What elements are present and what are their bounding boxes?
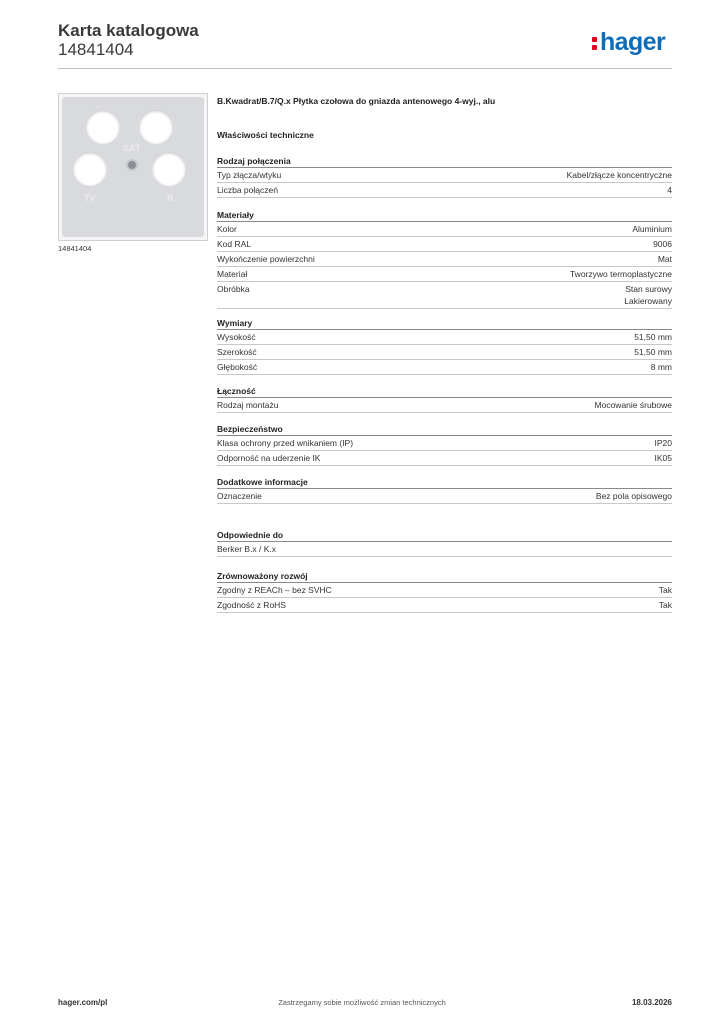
header-divider <box>58 68 672 69</box>
spec-label: Kolor <box>217 224 237 234</box>
spec-value: Mocowanie śrubowe <box>594 400 672 410</box>
spec-label: Odporność na uderzenie IK <box>217 453 321 463</box>
spec-row <box>217 222 672 237</box>
section-materials <box>217 208 672 309</box>
spec-row <box>217 168 672 183</box>
spec-value: IP20 <box>654 438 672 448</box>
spec-row <box>217 360 672 375</box>
spec-label: Zgodność z RoHS <box>217 600 286 610</box>
spec-row <box>217 398 672 413</box>
spec-value: Kabel/złącze koncentryczne <box>566 170 672 180</box>
spec-value: 51,50 mm <box>634 332 672 342</box>
spec-label: Typ złącza/wtyku <box>217 170 282 180</box>
section-safety <box>217 422 672 466</box>
spec-value: Bez pola opisowego <box>595 491 672 501</box>
socket-hole-top-right <box>139 110 173 144</box>
section-additional-info <box>217 475 672 504</box>
spec-value: Aluminium <box>632 224 672 234</box>
product-image <box>58 93 208 241</box>
main-section-title: Właściwości techniczne <box>217 130 314 140</box>
section-title: Dodatkowe informacje <box>217 475 672 489</box>
spec-label: Berker B.x / K.x <box>217 544 277 554</box>
spec-value: 9006 <box>653 239 672 249</box>
spec-value: 4 <box>667 185 672 195</box>
section-title: Bezpieczeństwo <box>217 422 672 436</box>
spec-row <box>217 583 672 598</box>
section-connectivity <box>217 384 672 413</box>
spec-label: Szerokość <box>217 347 257 357</box>
section-title: Rodzaj połączenia <box>217 154 672 168</box>
spec-row <box>217 330 672 345</box>
footer-date: 18.03.2026 <box>631 998 672 1007</box>
plate-label-r: R <box>167 193 174 203</box>
spec-value: Tak <box>658 600 672 610</box>
section-title: Zrównoważony rozwój <box>217 569 672 583</box>
spec-label: Rodzaj montażu <box>217 400 279 410</box>
spec-row <box>217 183 672 198</box>
spec-label: Liczba połączeń <box>217 185 278 195</box>
spec-value: Stan surowy Lakierowany <box>624 284 672 306</box>
footer-website-link[interactable]: hager.com/pl <box>58 998 108 1007</box>
spec-label: Zgodny z REACh – bez SVHC <box>217 585 332 595</box>
section-dimensions <box>217 316 672 375</box>
spec-value: 51,50 mm <box>634 347 672 357</box>
spec-row <box>217 436 672 451</box>
plate-label-tv: TV <box>84 193 96 203</box>
section-title: Odpowiednie do <box>217 528 672 542</box>
spec-label: Wykończenie powierzchni <box>217 254 315 264</box>
logo-text: hager <box>600 28 666 56</box>
spec-row <box>217 237 672 252</box>
spec-label: Oznaczenie <box>217 491 262 501</box>
spec-value: 8 mm <box>650 362 672 372</box>
logo-dots-icon <box>592 34 598 52</box>
socket-hole-bottom-right <box>152 152 186 186</box>
document-title: Karta katalogowa <box>58 21 199 40</box>
socket-hole-bottom-left <box>73 152 107 186</box>
spec-row <box>217 489 672 504</box>
section-compatible-with <box>217 528 672 557</box>
section-sustainability <box>217 569 672 613</box>
section-title: Łączność <box>217 384 672 398</box>
spec-value: Tworzywo termoplastyczne <box>569 269 672 279</box>
spec-label: Klasa ochrony przed wnikaniem (IP) <box>217 438 354 448</box>
socket-hole-top-left <box>86 110 120 144</box>
section-title: Materiały <box>217 208 672 222</box>
screw-icon <box>126 159 138 171</box>
spec-label: Głębokość <box>217 362 258 372</box>
spec-label: Kod RAL <box>217 239 252 249</box>
spec-row <box>217 282 672 309</box>
spec-value: Mat <box>657 254 672 264</box>
spec-value: Tak <box>658 585 672 595</box>
spec-row <box>217 598 672 613</box>
product-description: B.Kwadrat/B.7/Q.x Płytka czołowa do gniazda antenowego 4-wyj., alu <box>217 96 496 106</box>
spec-label: Obróbka <box>217 284 250 294</box>
cover-plate <box>62 97 204 237</box>
spec-row <box>217 252 672 267</box>
spec-row <box>217 345 672 360</box>
section-connection <box>217 154 672 198</box>
plate-label-sat: SAT <box>123 143 141 153</box>
spec-label: Materiał <box>217 269 248 279</box>
spec-row <box>217 267 672 282</box>
hager-logo <box>592 28 665 56</box>
section-title: Wymiary <box>217 316 672 330</box>
image-caption: 14841404 <box>58 244 92 253</box>
spec-label: Wysokość <box>217 332 256 342</box>
footer-disclaimer: Zastrzegamy sobie możliwość zmian technicznych <box>278 998 446 1007</box>
product-code: 14841404 <box>58 40 134 59</box>
spec-row <box>217 542 672 557</box>
spec-value: IK05 <box>654 453 672 463</box>
spec-row <box>217 451 672 466</box>
